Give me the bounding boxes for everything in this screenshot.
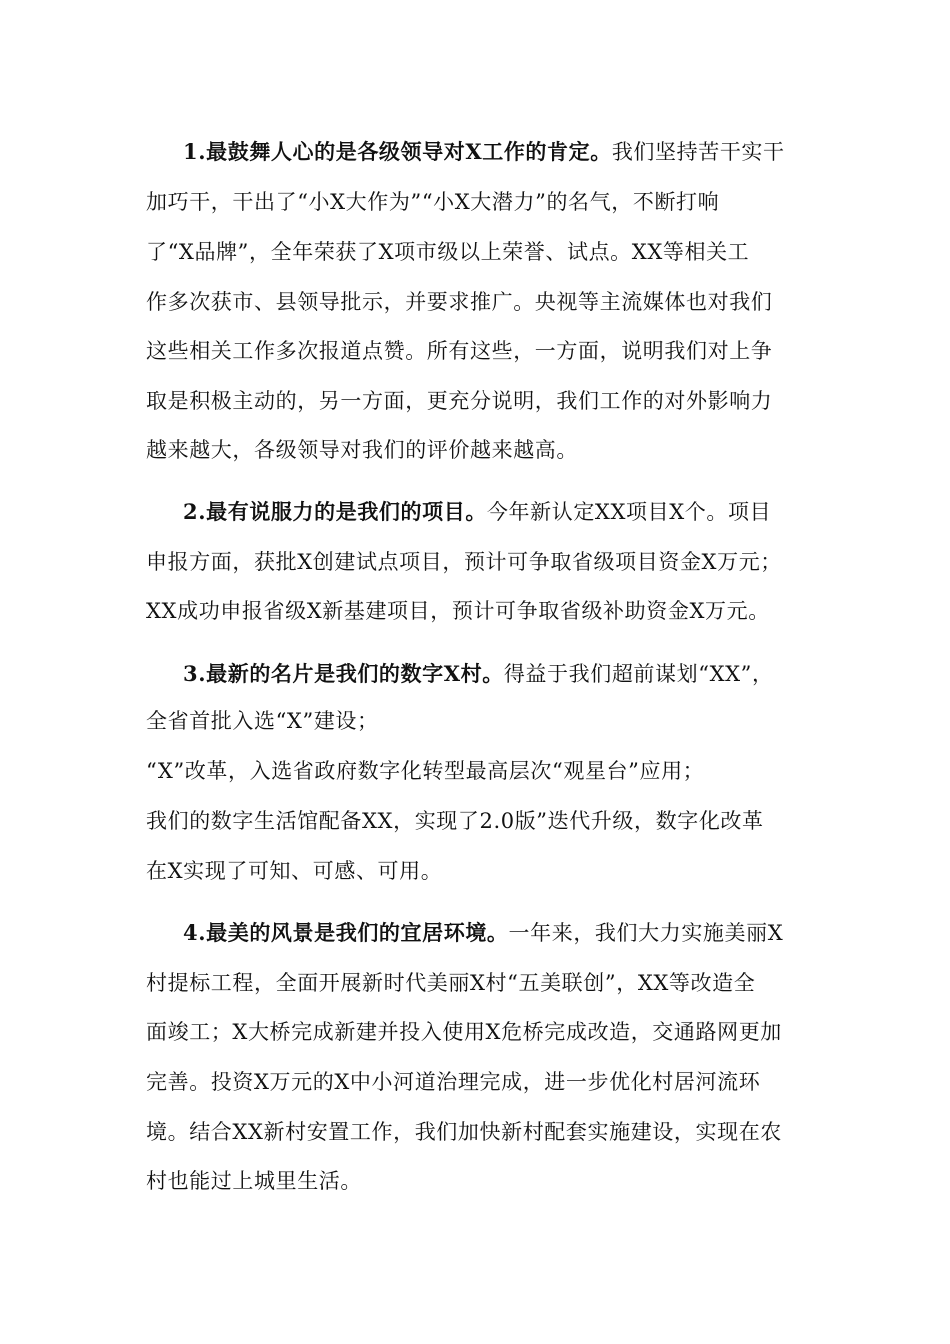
paragraph-1-line-7: 越来越大，各级领导对我们的评价越来越高。 <box>146 438 578 462</box>
paragraph-2-line-3: XX成功申报省级X新基建项目，预计可争取省级补助资金X万元。 <box>146 599 770 623</box>
paragraph-3-line-3: “X”改革，入选省政府数字化转型最高层次“观星台”应用； <box>146 759 705 783</box>
paragraph-3-heading: 3.最新的名片是我们的数字X村。 <box>183 661 504 686</box>
paragraph-1-line-2: 加巧干，干出了“小X大作为”“小X大潜力”的名气，不断打响 <box>146 190 720 214</box>
paragraph-4-line-5: 境。结合XX新村安置工作，我们加快新村配套实施建设，实现在农 <box>146 1120 782 1144</box>
paragraph-1-line-1 <box>183 137 785 167</box>
paragraph-3-line-1 <box>183 659 774 689</box>
paragraph-3-line-2: 全省首批入选“X”建设； <box>146 709 379 733</box>
paragraph-2-line-2: 申报方面，获批X创建试点项目，预计可争取省级项目资金X万元； <box>146 550 782 574</box>
paragraph-4-heading: 4.最美的风景是我们的宜居环境。 <box>183 920 509 945</box>
paragraph-1-line-3: 了“X品牌”，全年荣获了X项市级以上荣誉、试点。XX等相关工 <box>146 240 750 264</box>
paragraph-4-line-6: 村也能过上城里生活。 <box>146 1169 362 1193</box>
paragraph-1-line-5: 这些相关工作多次报道点赞。所有这些，一方面，说明我们对上争 <box>146 339 773 363</box>
paragraph-4-text: 一年来，我们大力实施美丽X <box>508 921 784 945</box>
paragraph-1-text: 我们坚持苦干实干 <box>611 140 785 164</box>
paragraph-3-line-4: 我们的数字生活馆配备XX，实现了2.0版”迭代升级，数字化改革 <box>146 809 764 833</box>
paragraph-3-text: 得益于我们超前谋划“XX”， <box>503 662 774 686</box>
paragraph-1-line-6: 取是积极主动的，另一方面，更充分说明，我们工作的对外影响力 <box>146 389 773 413</box>
paragraph-2-heading: 2.最有说服力的是我们的项目。 <box>183 499 487 524</box>
paragraph-2-text: 今年新认定XX项目X个。项目 <box>486 500 772 524</box>
paragraph-4-line-3: 面竣工；X大桥完成新建并投入使用X危桥完成改造，交通路网更加 <box>146 1020 782 1044</box>
paragraph-4-line-2: 村提标工程，全面开展新时代美丽X村“五美联创”，XX等改造全 <box>146 971 756 995</box>
paragraph-4-line-4: 完善。投资X万元的X中小河道治理完成，进一步优化村居河流环 <box>146 1070 761 1094</box>
paragraph-1-line-4: 作多次获市、县领导批示，并要求推广。央视等主流媒体也对我们 <box>146 290 773 314</box>
paragraph-1-heading: 1.最鼓舞人心的是各级领导对X工作的肯定。 <box>183 139 612 164</box>
paragraph-2-line-1 <box>183 497 771 527</box>
paragraph-4-line-1 <box>183 918 783 948</box>
paragraph-3-line-5: 在X实现了可知、可感、可用。 <box>146 859 443 883</box>
